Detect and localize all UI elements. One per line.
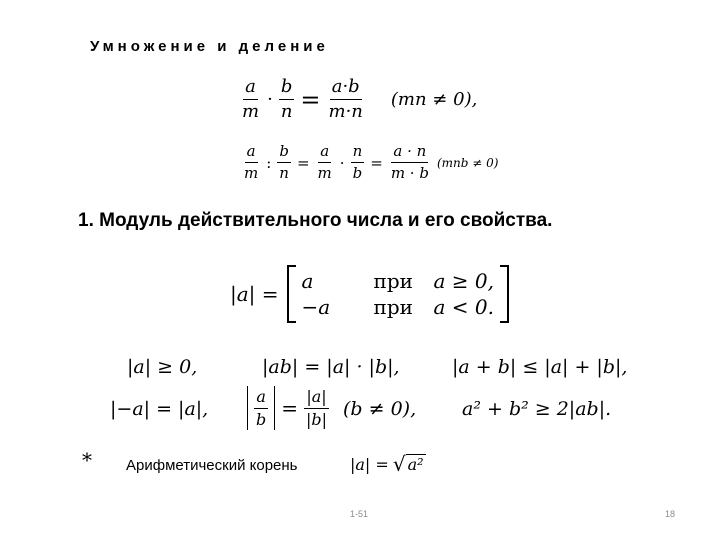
fraction-n-over-b xyxy=(351,144,365,181)
property-quotient xyxy=(247,386,329,430)
left-bracket xyxy=(287,265,296,323)
case-word: при xyxy=(373,269,413,293)
property-nonnegative: |a| ≥ 0, xyxy=(127,356,198,378)
numerator: |a| xyxy=(304,389,328,409)
fraction-result xyxy=(389,144,431,181)
condition: (mn ≠ 0), xyxy=(390,89,478,110)
dot-operator: · xyxy=(339,153,345,172)
sqrt-argument: a² xyxy=(407,455,424,474)
fraction-abs-a-over-abs-b xyxy=(304,386,329,429)
page-number: 18 xyxy=(665,509,676,519)
note-text: Арифметический корень xyxy=(126,457,298,474)
section-title: Умножение и деление xyxy=(90,38,329,55)
equals-sign: = xyxy=(300,85,321,114)
fraction-a-over-m xyxy=(240,78,261,121)
case-value: a xyxy=(301,269,314,293)
denominator: |b| xyxy=(306,409,328,429)
fraction-product xyxy=(327,78,365,121)
equals-sign: = xyxy=(370,153,383,172)
denominator: m · b xyxy=(390,164,429,182)
property-triangle: |a + b| ≤ |a| + |b|, xyxy=(452,356,628,378)
footer-label: 1-51 xyxy=(350,509,369,519)
sqrt-icon: √ xyxy=(392,452,406,476)
modulus-definition xyxy=(230,265,509,323)
fraction-a-over-b xyxy=(254,386,268,429)
right-bracket xyxy=(500,265,509,323)
equals-sign: = xyxy=(296,153,310,172)
numerator: a · n xyxy=(391,144,428,163)
property-negation: |−a| = |a|, xyxy=(110,398,209,420)
asterisk-marker: * xyxy=(82,448,92,472)
denominator: m xyxy=(244,164,259,182)
denominator: m xyxy=(317,164,332,182)
dot-operator: · xyxy=(267,89,273,110)
denominator: m·n xyxy=(328,101,363,122)
case-condition: a < 0. xyxy=(433,295,494,319)
modulus-lhs: |a| = xyxy=(230,282,279,306)
abs-bar-left xyxy=(247,386,248,430)
numerator: b xyxy=(279,78,295,100)
abs-bar-right xyxy=(274,386,275,430)
numerator: n xyxy=(351,144,365,163)
case-word: при xyxy=(373,295,413,319)
condition: (mnb ≠ 0) xyxy=(436,155,499,170)
denominator: b xyxy=(352,164,363,182)
property-condition: (b ≠ 0), xyxy=(343,398,417,420)
numerator: a xyxy=(245,144,258,163)
case-condition: a ≥ 0, xyxy=(433,269,494,293)
denominator: n xyxy=(279,164,289,182)
sqrt-lhs: |a| = xyxy=(350,454,389,474)
numerator: a xyxy=(318,144,331,163)
multiplication-formula xyxy=(240,78,477,121)
equals-sign: = xyxy=(281,396,299,420)
denominator: m xyxy=(242,101,260,122)
cases-grid xyxy=(296,269,500,319)
numerator: b xyxy=(277,144,291,163)
numerator: a xyxy=(243,78,258,100)
section-heading: 1. Модуль действительного числа и его свойства. xyxy=(78,210,553,231)
fraction-b-over-n xyxy=(277,144,291,181)
property-product: |ab| = |a| · |b|, xyxy=(262,356,400,378)
fraction-b-over-n xyxy=(279,78,295,121)
division-formula xyxy=(242,144,498,181)
colon-operator: : xyxy=(266,153,272,172)
sqrt-formula xyxy=(350,452,426,476)
fraction-a-over-m xyxy=(316,144,334,181)
property-squares: a² + b² ≥ 2|ab|. xyxy=(462,398,612,420)
denominator: n xyxy=(280,101,293,122)
numerator: a xyxy=(254,389,268,409)
case-value: −a xyxy=(301,295,331,319)
denominator: b xyxy=(256,409,267,429)
fraction-a-over-m xyxy=(242,144,260,181)
numerator: a·b xyxy=(330,78,362,100)
